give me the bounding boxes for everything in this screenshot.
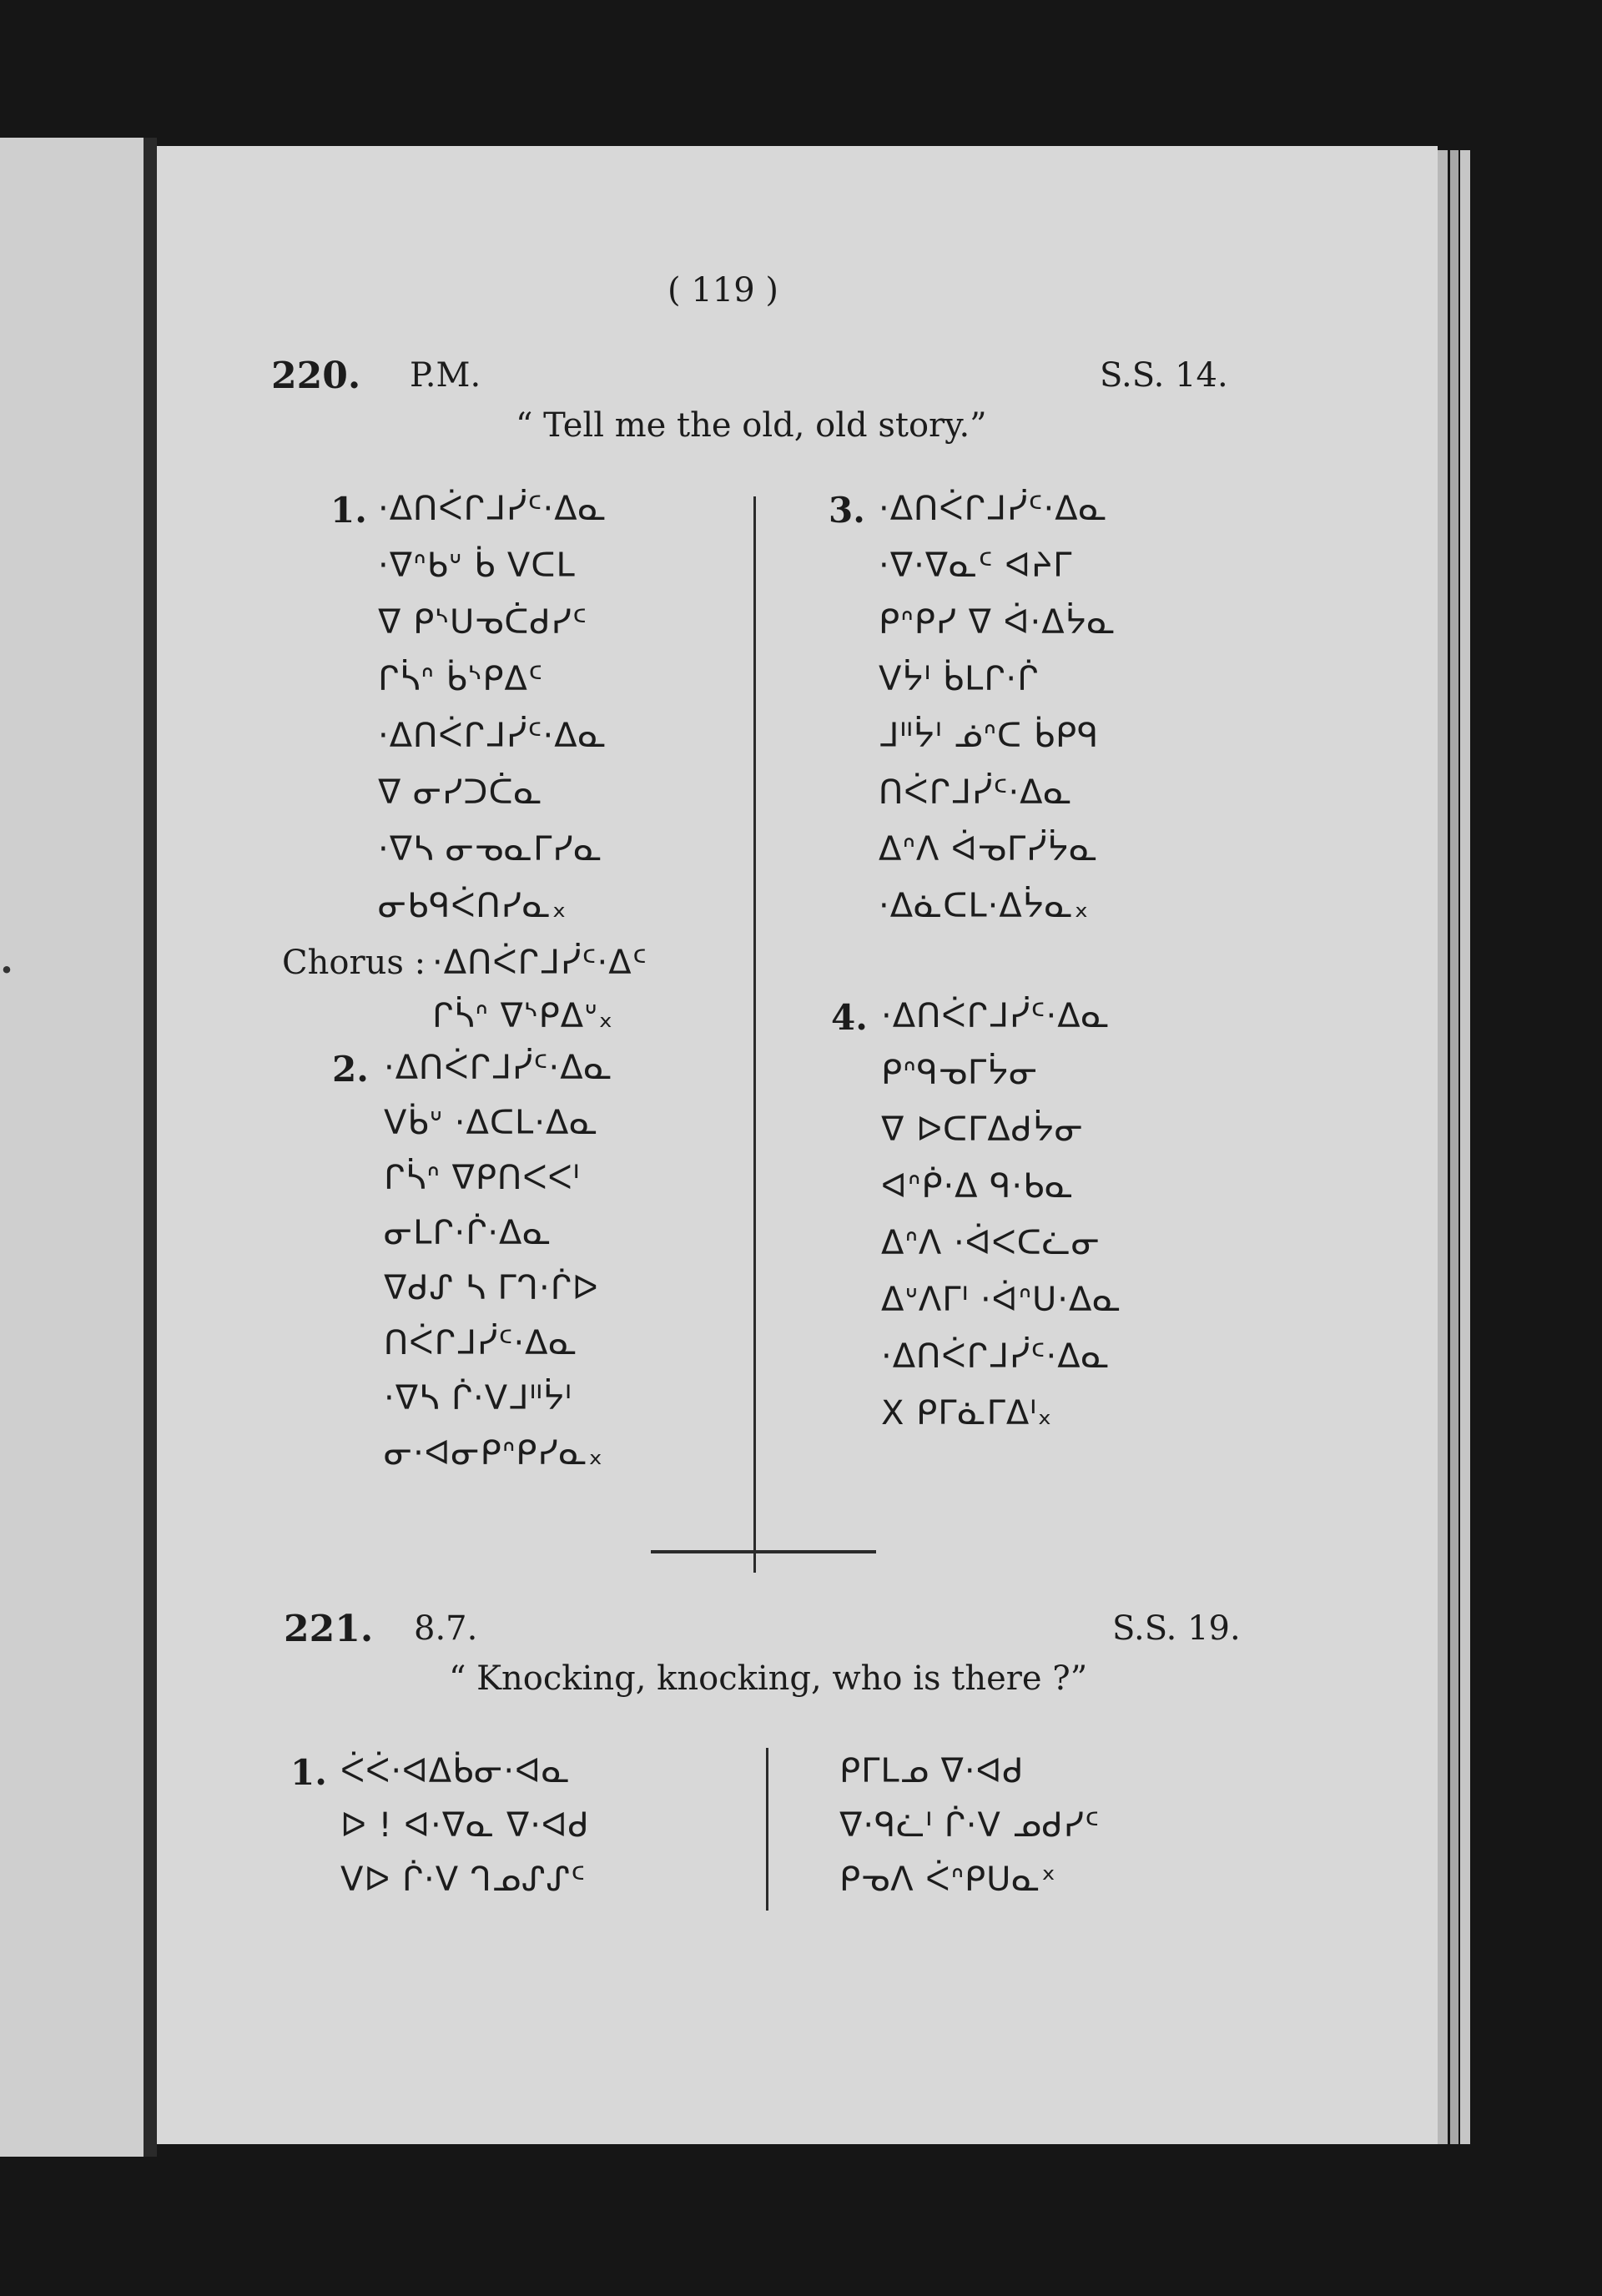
- verse-line: ᐹᐹ·ᐊᐃᑳᓂ·ᐊᓇ: [340, 1752, 571, 1790]
- hymn-title: “ Tell me the old, old story.”: [516, 406, 987, 445]
- column-divider: [753, 496, 756, 1573]
- verse-line: ᒋᓵᐢ ᑳᔅᑭᐃᑦ: [378, 660, 544, 698]
- verse-line: ·ᐃᑎᐹᒋᒧᓰᑦ·ᐃᓇ: [384, 1049, 613, 1087]
- hymn-number: 221.: [284, 1608, 374, 1650]
- verse-number: 1.: [330, 490, 367, 531]
- verse-line: ᓂᒪᒋ·ᒌ·ᐃᓇ: [384, 1214, 552, 1252]
- verse-number: 2.: [332, 1049, 369, 1090]
- verse-line: ᐁ ᑭᔅᑌᓀᑖᑯᓯᑦ: [378, 603, 588, 642]
- hymn-reference: S.S. 14.: [1100, 356, 1228, 395]
- verse-line: ᓂᑲᑫᐹᑎᓯᓇₓ: [378, 887, 567, 925]
- verse-line: ᐯᑳᐡ ·ᐃᑕᒪ·ᐃᓇ: [384, 1104, 599, 1142]
- verse-line: ᑎᐹᒋᒧᓰᑦ·ᐃᓇ: [384, 1324, 578, 1362]
- verse-line: ·ᐃᑎᐹᒋᒧᓰᑦ·ᐃᓇ: [378, 717, 607, 755]
- verse-line: ·ᐃᓈᑕᒪ·ᐃᔮᓇₓ: [879, 887, 1090, 925]
- chorus-line: ᒋᓵᐢ ᐁᔅᑭᐃᐡₓ: [432, 997, 614, 1035]
- verse-line: ᐯᔮᑊ ᑳᒪᒋ·ᒌ: [879, 660, 1040, 698]
- page-edge-2: [1450, 150, 1458, 2144]
- verse-line: ᐅ ! ᐊ·ᐁᓇ ᐁ·ᐊᑯ: [340, 1806, 590, 1845]
- page-edge-1: [1438, 150, 1448, 2144]
- verse-line: ᑭᐢᑫᓀᒥᔮᓂ: [881, 1054, 1039, 1092]
- verse-number: 1.: [290, 1752, 327, 1793]
- hymn-title: “ Knocking, knocking, who is there ?”: [449, 1659, 1088, 1698]
- verse-line: ᑎᐹᒋᒧᓰᑦ·ᐃᓇ: [879, 773, 1073, 812]
- verse-line: ᐁ ᐅᑕᒥᐃᑯᔮᓂ: [881, 1110, 1084, 1149]
- verse-line: ᐁ·ᑫᓛᑊ ᒌ·ᐯ ᓄᑯᓯᑦ: [839, 1806, 1101, 1845]
- left-page-fragment: ·: [0, 947, 14, 992]
- verse-number: 3.: [829, 490, 865, 531]
- column-divider: [766, 1748, 768, 1911]
- verse-line: ᒋᓵᐢ ᐁᑭᑎᐸᐸᑊ: [384, 1159, 581, 1197]
- book-gutter: [144, 138, 157, 2157]
- hymn-number: 220.: [271, 355, 361, 397]
- verse-line: ᐃᐢᐱ ·ᐋᐸᑕᓛᓂ: [881, 1224, 1101, 1262]
- verse-line: ·ᐃᑎᐹᒋᒧᓰᑦ·ᐃᓇ: [881, 1337, 1111, 1376]
- verse-line: ·ᐁᓴ ᒌ·ᐯᒧᐦᔮᑊ: [384, 1379, 572, 1417]
- verse-line: ᑭᒥᒪᓄ ᐁ·ᐊᑯ: [839, 1752, 1025, 1790]
- verse-line: ᑭᓀᐱ ᐹᐢᑭᑌᓇˣ: [839, 1860, 1057, 1899]
- section-divider: [651, 1550, 876, 1553]
- book-page: [157, 146, 1438, 2144]
- chorus-label: Chorus :: [282, 944, 426, 982]
- verse-number: 4.: [831, 997, 868, 1038]
- page-edge-3: [1460, 150, 1470, 2144]
- verse-line: ·ᐃᑎᐹᒋᒧᓰᑦ·ᐃᓇ: [881, 997, 1111, 1035]
- verse-line: ᒧᐦᔮᑊ ᓅᐢᑕ ᑳᑭᑫ: [879, 717, 1100, 755]
- hymn-meter: 8.7.: [414, 1609, 478, 1648]
- verse-line: ᐯᐅ ᒌ·ᐯ ᒉᓄᔑᔑᑦ: [340, 1860, 587, 1899]
- verse-line: ᐁ ᓂᓯᑐᑖᓇ: [378, 773, 543, 812]
- verse-line: ·ᐃᑎᐹᒋᒧᓰᑦ·ᐃᓇ: [378, 490, 607, 528]
- verse-line: ·ᐁᐢᑲᐡ ᑳ ᐯᑕᒪ: [378, 546, 576, 585]
- page-number: ( 119 ): [668, 271, 778, 310]
- verse-line: ᐁᑯᔑ ᓴ ᒥᒉ·ᒌᐅ: [384, 1269, 599, 1307]
- verse-line: ·ᐁᓴ ᓂᓀᓇᒥᓯᓇ: [378, 830, 603, 869]
- verse-line: ᑭᐢᑭᓯ ᐁ ᐋ·ᐃᔮᓇ: [879, 603, 1116, 642]
- verse-line: X ᑭᒥᓈᒥᐃᑊₓ: [881, 1394, 1053, 1432]
- verse-line: ᐃᐡᐱᒥᑊ ·ᐋᐢᑌ·ᐃᓇ: [881, 1281, 1122, 1319]
- verse-line: ·ᐁ·ᐁᓇᑦ ᐊᔨᒥ: [879, 546, 1073, 585]
- chorus-line: ·ᐃᑎᐹᒋᒧᓰᑦ·ᐃᑦ: [432, 944, 647, 982]
- verse-line: ᓂ·ᐊᓂᑭᐢᑭᓯᓇₓ: [384, 1434, 604, 1473]
- hymn-reference: S.S. 19.: [1112, 1609, 1241, 1648]
- hymn-meter: P.M.: [410, 356, 481, 395]
- verse-line: ᐃᐢᐱ ᐋᓀᒥᓰᔮᓇ: [879, 830, 1099, 869]
- verse-line: ·ᐃᑎᐹᒋᒧᓰᑦ·ᐃᓇ: [879, 490, 1108, 528]
- verse-line: ᐊᐢᑮ·ᐃ ᑫ·ᑲᓇ: [881, 1167, 1075, 1206]
- left-page-edge: [0, 138, 144, 2157]
